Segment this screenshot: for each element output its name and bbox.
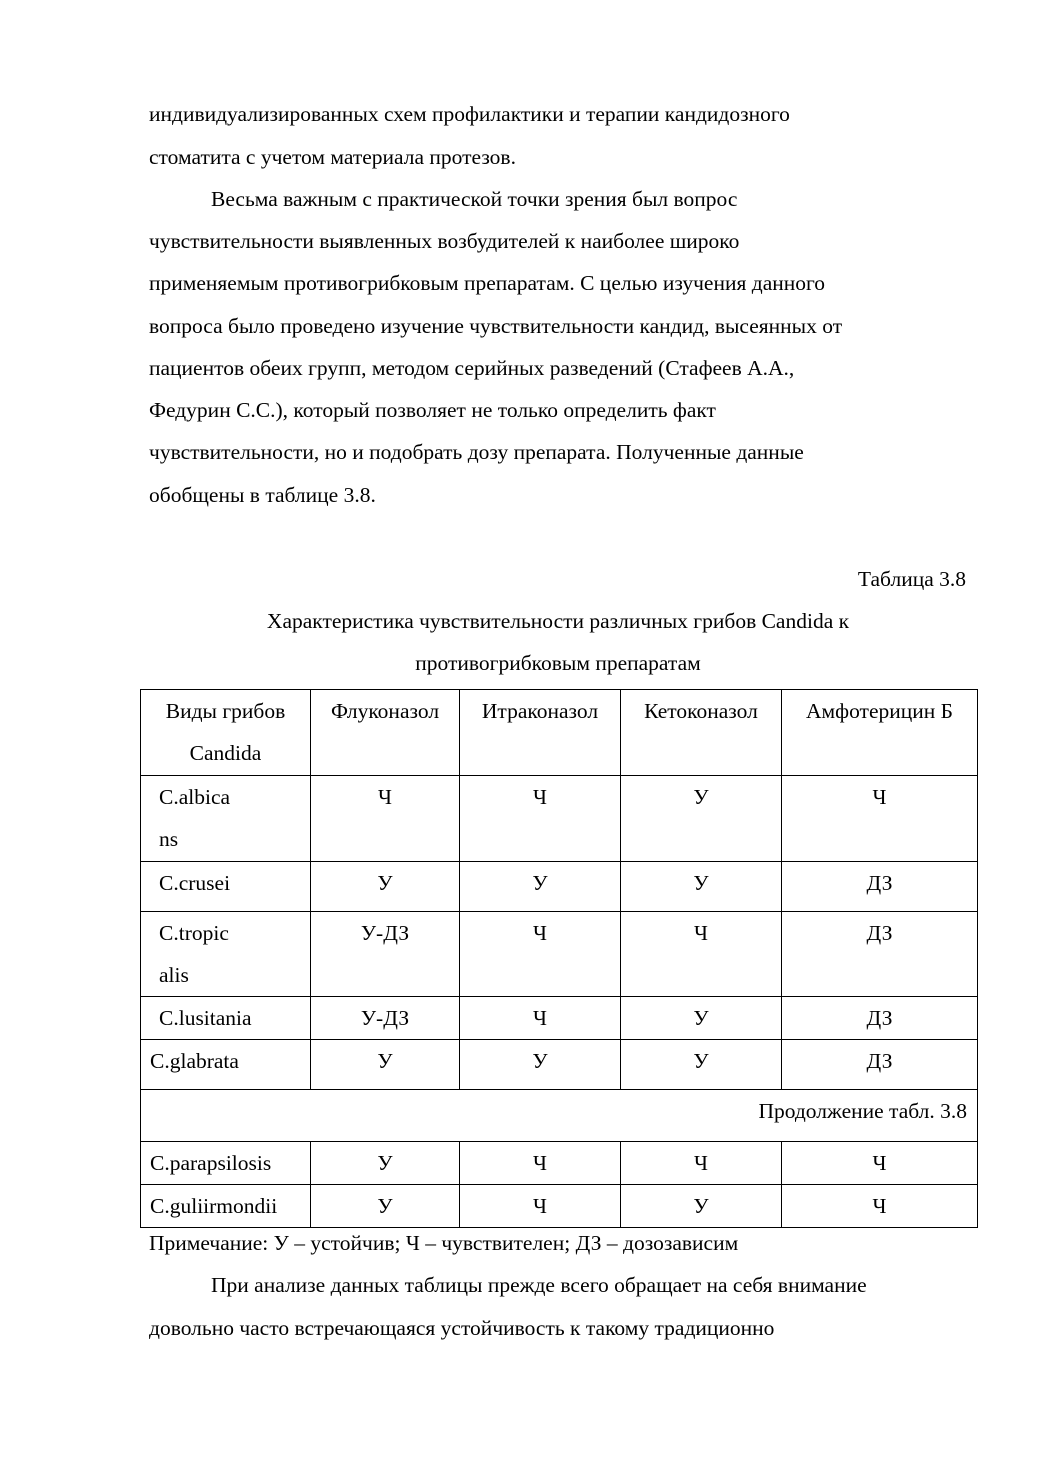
value-cell: Ч bbox=[621, 1142, 782, 1185]
paragraph-line: Весьма важным с практической точки зрения был вопрос bbox=[211, 187, 738, 211]
species-cell bbox=[141, 1142, 311, 1185]
paragraph-line: применяемым противогрибковым препаратам. С целью изучения данного bbox=[149, 271, 826, 295]
value-cell: ДЗ bbox=[782, 997, 978, 1040]
paragraph-line: довольно часто встречающаяся устойчивость к такому традиционно bbox=[149, 1316, 775, 1340]
value-cell: У bbox=[621, 776, 782, 862]
header-drug: Амфотерицин Б bbox=[782, 690, 978, 776]
species-name-line: C.glabrata bbox=[150, 1049, 239, 1073]
table-row bbox=[141, 862, 978, 912]
value-cell: Ч bbox=[460, 912, 621, 997]
header-species-line: Candida bbox=[189, 741, 262, 765]
species-name-line: C.tropic bbox=[159, 921, 229, 945]
value-cell: У bbox=[311, 862, 460, 912]
species-cell bbox=[141, 912, 311, 997]
value-cell: У bbox=[311, 1040, 460, 1090]
table-note: Примечание: У – устойчив; Ч – чувствителен; ДЗ – дозозависим bbox=[149, 1231, 739, 1255]
table-row bbox=[141, 997, 978, 1040]
table-continuation-row bbox=[141, 1090, 978, 1142]
species-name-line: C.lusitania bbox=[159, 1006, 252, 1030]
paragraph-line: пациентов обеих групп, методом серийных разведений (Стафеев А.А., bbox=[149, 356, 795, 380]
species-name-line: ns bbox=[159, 827, 179, 851]
species-name-line: C.crusei bbox=[159, 871, 231, 895]
value-cell: Ч bbox=[621, 912, 782, 997]
header-species-line: Виды грибов bbox=[165, 699, 286, 723]
table-row bbox=[141, 912, 978, 997]
paragraph-line: Федурин С.С.), который позволяет не только определить факт bbox=[149, 398, 716, 422]
value-cell: У-ДЗ bbox=[311, 912, 460, 997]
value-cell: У bbox=[460, 1040, 621, 1090]
species-cell bbox=[141, 997, 311, 1040]
value-cell: У bbox=[311, 1185, 460, 1228]
value-cell: Ч bbox=[460, 1185, 621, 1228]
paragraph-line: При анализе данных таблицы прежде всего обращает на себя внимание bbox=[211, 1273, 867, 1297]
table-row bbox=[141, 1185, 978, 1228]
species-name-line: C.guliirmondii bbox=[150, 1194, 278, 1218]
paragraph-line: стоматита с учетом материала протезов. bbox=[149, 145, 516, 169]
table-row bbox=[141, 1040, 978, 1090]
value-cell: ДЗ bbox=[782, 862, 978, 912]
table-header-row bbox=[141, 690, 978, 776]
species-cell bbox=[141, 1185, 311, 1228]
species-name-line: alis bbox=[159, 963, 189, 987]
value-cell: У bbox=[311, 1142, 460, 1185]
value-cell: У bbox=[621, 1040, 782, 1090]
table-caption: противогрибковым препаратам bbox=[415, 651, 701, 675]
value-cell: Ч bbox=[782, 1142, 978, 1185]
value-cell: Ч bbox=[460, 997, 621, 1040]
value-cell: Ч bbox=[460, 776, 621, 862]
paragraph-line: вопроса было проведено изучение чувствительности кандид, высеянных от bbox=[149, 314, 843, 338]
sensitivity-table bbox=[140, 689, 978, 1228]
species-name-line: C.albica bbox=[159, 785, 231, 809]
value-cell: Ч bbox=[460, 1142, 621, 1185]
value-cell: У bbox=[460, 862, 621, 912]
table-row bbox=[141, 776, 978, 862]
value-cell: У bbox=[621, 862, 782, 912]
value-cell: У bbox=[621, 1185, 782, 1228]
paragraph-line: чувствительности, но и подобрать дозу препарата. Полученные данные bbox=[149, 440, 804, 464]
species-cell bbox=[141, 1040, 311, 1090]
paragraph-line: чувствительности выявленных возбудителей к наиболее широко bbox=[149, 229, 740, 253]
value-cell: У bbox=[621, 997, 782, 1040]
header-drug: Кетоконазол bbox=[621, 690, 782, 776]
value-cell: Ч bbox=[311, 776, 460, 862]
value-cell: ДЗ bbox=[782, 1040, 978, 1090]
value-cell: Ч bbox=[782, 776, 978, 862]
value-cell: ДЗ bbox=[782, 912, 978, 997]
header-drug: Флуконазол bbox=[311, 690, 460, 776]
table-number: Таблица 3.8 bbox=[857, 567, 966, 591]
value-cell: Ч bbox=[782, 1185, 978, 1228]
species-name-line: C.parapsilosis bbox=[150, 1151, 272, 1175]
table-caption: Характеристика чувствительности различных грибов Candida к bbox=[266, 609, 850, 633]
species-cell bbox=[141, 862, 311, 912]
table-row bbox=[141, 1142, 978, 1185]
header-species bbox=[141, 690, 311, 776]
paragraph-line: обобщены в таблице 3.8. bbox=[149, 483, 376, 507]
value-cell: У-ДЗ bbox=[311, 997, 460, 1040]
table-continuation-label: Продолжение табл. 3.8 bbox=[141, 1090, 978, 1142]
header-drug: Итраконазол bbox=[460, 690, 621, 776]
paragraph-line: индивидуализированных схем профилактики и терапии кандидозного bbox=[149, 102, 790, 126]
species-cell bbox=[141, 776, 311, 862]
